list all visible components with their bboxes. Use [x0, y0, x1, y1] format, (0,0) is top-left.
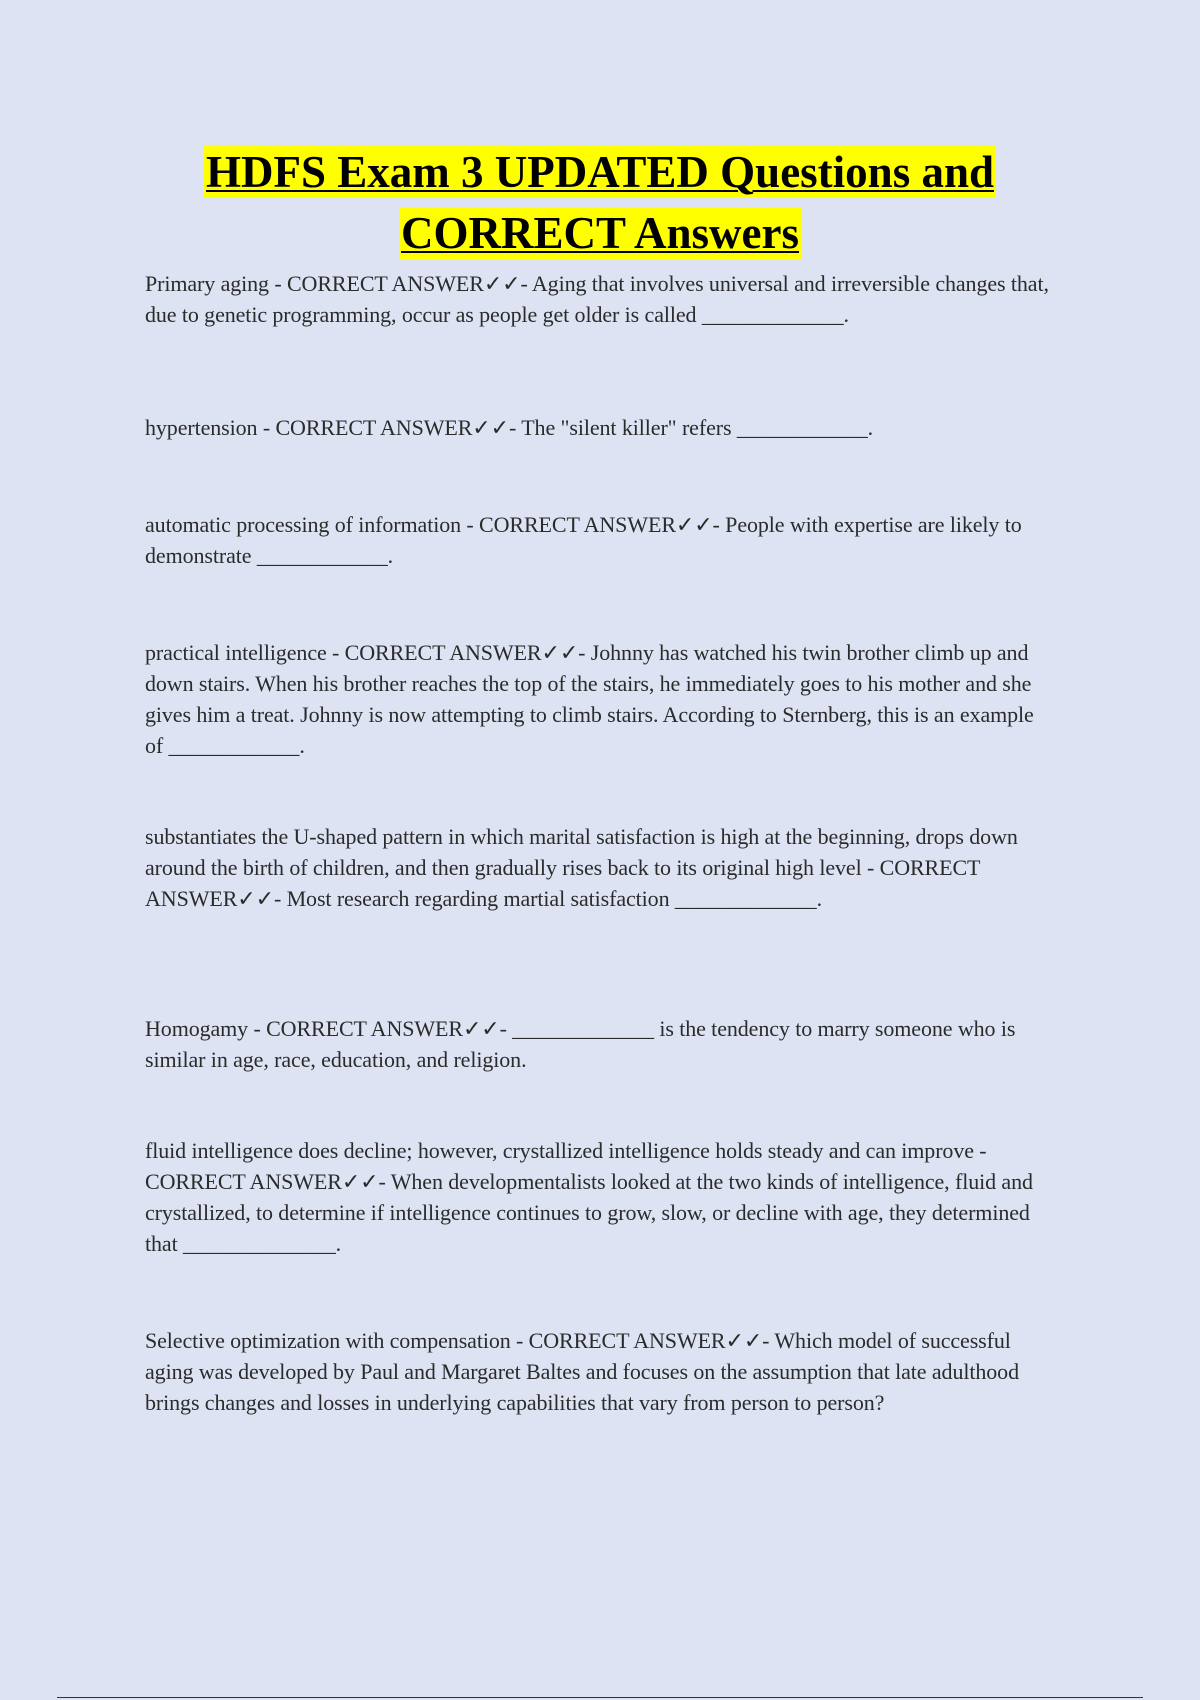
qa-item-fluid-intelligence: fluid intelligence does decline; however, crystallized intelligence holds steady and can improve - CORRECT ANSWER✓✓- When developmentalists looked at the two kinds of intelligence, fluid and crystallized, to determine if intelligence continues to grow, slow, or decline with age, they determined that ______________. [145, 1138, 1033, 1256]
footer-rule [57, 1697, 1143, 1698]
qa-item-homogamy: Homogamy - CORRECT ANSWER✓✓- _____________ is the tendency to marry someone who is similar in age, race, education, and religion. [145, 1016, 1016, 1072]
qa-item-selective-optimization: Selective optimization with compensation - CORRECT ANSWER✓✓- Which model of successful aging was developed by Paul and Margaret Baltes and focuses on the assumption that late adulthood brings changes and losses in underlying capabilities that vary from person to person? [145, 1328, 1019, 1415]
qa-item-marital-satisfaction: substantiates the U-shaped pattern in which marital satisfaction is high at the beginning, drops down around the birth of children, and then gradually rises back to its original high level - CORRECT ANSWER✓✓- Most research regarding martial satisfaction _____________. [145, 824, 1018, 911]
qa-item-practical-intelligence: practical intelligence - CORRECT ANSWER✓✓- Johnny has watched his twin brother climb up and down stairs. When his brother reaches the top of the stairs, he immediately goes to his mother and she gives him a treat. Johnny is now attempting to climb stairs. According to Sternberg, this is an example of ____________. [145, 640, 1034, 758]
document-title [0, 146, 1200, 268]
qa-item-hypertension: hypertension - CORRECT ANSWER✓✓- The "silent killer" refers ____________. [145, 415, 874, 440]
title-line-2: CORRECT Answers [401, 208, 799, 258]
qa-item-automatic-processing: automatic processing of information - CORRECT ANSWER✓✓- People with expertise are likely to demonstrate ____________. [145, 512, 1022, 568]
title-line-1: HDFS Exam 3 UPDATED Questions and [205, 147, 995, 197]
qa-item-primary-aging: Primary aging - CORRECT ANSWER✓✓- Aging that involves universal and irreversible changes that, due to genetic programming, occur as people get older is called _____________. [145, 271, 1049, 327]
